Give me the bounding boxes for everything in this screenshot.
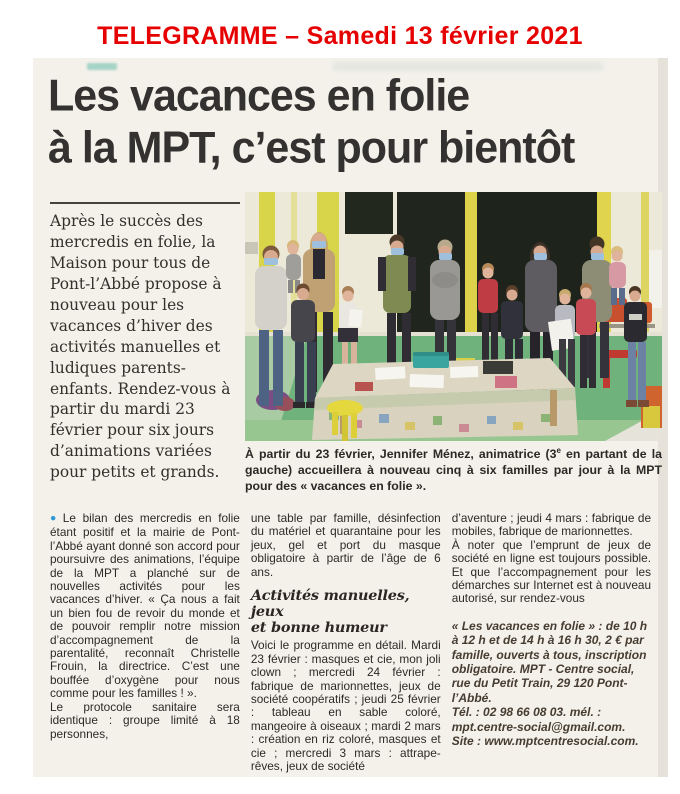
article-photo [245,192,662,441]
print-bleed-artifact [87,63,117,70]
paragraph: Le protocole sanitaire sera identique : groupe limité à 18 personnes, [50,699,240,741]
paragraph-text: Le bilan des mercredis en folie étant positif et la mairie de Pont-l’Abbé ayant donné son accord pour poursuivre des animations, l’équipe de la MPT a planché sur de nouvelles activités pour les vacances d’hiver. « Ça nous a fait un bien fou de revoir du monde et de pouvoir remplir notre mission d’accompagnement de la parentalité, reconnaît Christelle Frouin, la directrice. C’est une bouffée d’oxygène pour nous comme pour les familles ! ». [50,511,240,701]
paragraph: une table par famille, désinfection du matériel et quarantaine pour les jeux, gel et port du masque obligatoire à partir de l’âge de 6 ans. [250,511,441,579]
bullet-icon: ● [50,512,60,524]
subheading-line-1: Activités manuelles, jeux [250,587,410,621]
practical-info-block [452,619,651,749]
practical-info-hours-address: « Les vacances en folie » : de 10 h à 12 h et de 14 h à 16 h 30, 2 € par famille, ouverts à tous, inscription obligatoire. MPT - Centre social, rue du Petit Train, 29 120 Pont-l’Abbé. [451,618,648,705]
article-clipping [33,58,668,777]
paragraph: Voici le programme en détail. Mardi 23 février : masques et cie, mon joli clown ; mercredi 24 février : fabrique de marionnettes, jeux de société coopératifs ; jeudi 25 février : tableau en sable coloré, mangeoire à oiseaux ; mardi 2 mars : création en riz coloré, masques et cie ; mercredi 3 mars : attrape-rêves, jeux de société [250,638,441,774]
article-headline [48,70,658,173]
column-3 [452,512,651,773]
column-1 [50,512,240,773]
article-columns [50,512,651,773]
paragraph: d’aventure ; jeudi 4 mars : fabrique de mobiles, fabrique de marionnettes. [451,511,652,539]
practical-info-website: Site : www.mptcentresocial.com. [451,734,639,749]
caption-text: À partir du 23 février, Jennifer Ménez, animatrice (3 [245,447,557,462]
divider-rule [50,202,240,204]
article-photo-figure [245,192,662,441]
column-2 [251,512,441,773]
paragraph [50,512,240,701]
caption-text: en partant de la gauche) accueillera à nouveau cinq à six familles par jour à la MPT pour des « vacances en folie ». [245,447,662,493]
paragraph: À noter que l’emprunt de jeux de société en ligne est toujours possible. Et que l’accompagnement pour les démarches sur Internet est à nouveau autorisé, sur rendez-vous [451,537,652,606]
subheading [251,588,441,636]
practical-info-phone-email: Tél. : 02 98 66 08 03. mél. : mpt.centre-social@gmail.com. [451,705,626,734]
masthead: TELEGRAMME – Samedi 13 février 2021 [97,22,583,50]
article-lead: Après le succès des mercredis en folie, la Maison pour tous de Pont-l’Abbé propose à nouveau pour les vacances d’hiver des activités manuelles et ludiques parents-enfants. Rendez-vous à partir du mardi 23 février pour six jours d’animations variées pour petits et grands. [50,212,231,482]
photo-caption [245,446,662,494]
headline-line-1: Les vacances en folie [48,71,470,121]
headline-line-2: à la MPT, c’est pour bientôt [48,122,575,173]
subheading-line-2: et bonne humeur [250,619,387,637]
caption-superscript: e [556,446,561,455]
